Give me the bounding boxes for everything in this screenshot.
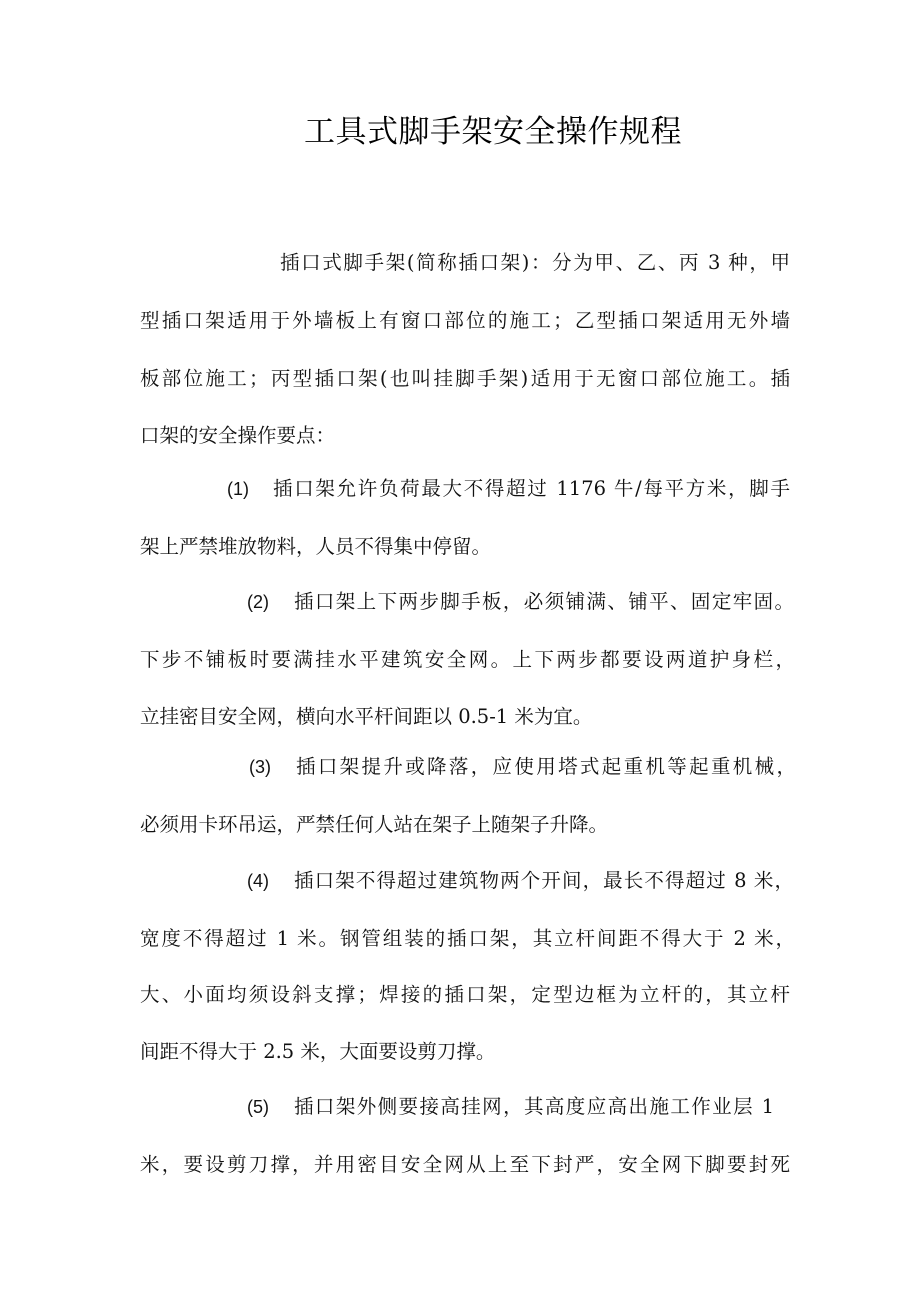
item-first-line: 插口架不得超过建筑物两个开间，最长不得超过 8 米， xyxy=(294,869,794,892)
document-title: 工具式脚手架安全操作规程 xyxy=(304,114,682,150)
item-line: 必须用卡环吊运，严禁任何人站在架子上随架子升降。 xyxy=(140,813,609,836)
intro-line-3: 板部位施工；丙型插口架(也叫挂脚手架)适用于无窗口部位施工。插 xyxy=(140,367,790,390)
item-number: (2) xyxy=(247,592,269,612)
item-number: (1) xyxy=(227,479,249,499)
item-number: (3) xyxy=(249,757,271,777)
item-first-line: 插口架外侧要接高挂网，其高度应高出施工作业层 1 xyxy=(294,1095,774,1118)
item-first-line: 插口架允许负荷最大不得超过 1176 牛/每平方米，脚手 xyxy=(273,477,790,500)
item-first-line: 插口架提升或降落，应使用塔式起重机等起重机械， xyxy=(296,755,796,778)
item-number: (4) xyxy=(247,871,269,891)
item-line: 下步不铺板时要满挂水平建筑安全网。上下两步都要设两道护身栏， xyxy=(140,648,795,671)
item-line: 米，要设剪刀撑，并用密目安全网从上至下封严，安全网下脚要封死 xyxy=(140,1153,790,1176)
intro-line-1: 插口式脚手架(简称插口架)：分为甲、乙、丙 3 种，甲 xyxy=(280,251,790,274)
intro-line-2: 型插口架适用于外墙板上有窗口部位的施工；乙型插口架适用无外墙 xyxy=(140,309,790,332)
intro-line-4: 口架的安全操作要点： xyxy=(140,424,336,447)
item-line: 宽度不得超过 1 米。钢管组装的插口架，其立杆间距不得大于 2 米， xyxy=(140,927,795,950)
item-first-line: 插口架上下两步脚手板，必须铺满、铺平、固定牢固。 xyxy=(294,590,794,613)
item-line: 间距不得大于 2.5 米，大面要设剪刀撑。 xyxy=(140,1040,496,1063)
item-line: 立挂密目安全网，横向水平杆间距以 0.5-1 米为宜。 xyxy=(140,705,593,728)
item-line: 大、小面均须设斜支撑；焊接的插口架，定型边框为立杆的，其立杆 xyxy=(140,983,790,1006)
item-line: 架上严禁堆放物料，人员不得集中停留。 xyxy=(140,535,492,558)
item-number: (5) xyxy=(247,1097,269,1117)
